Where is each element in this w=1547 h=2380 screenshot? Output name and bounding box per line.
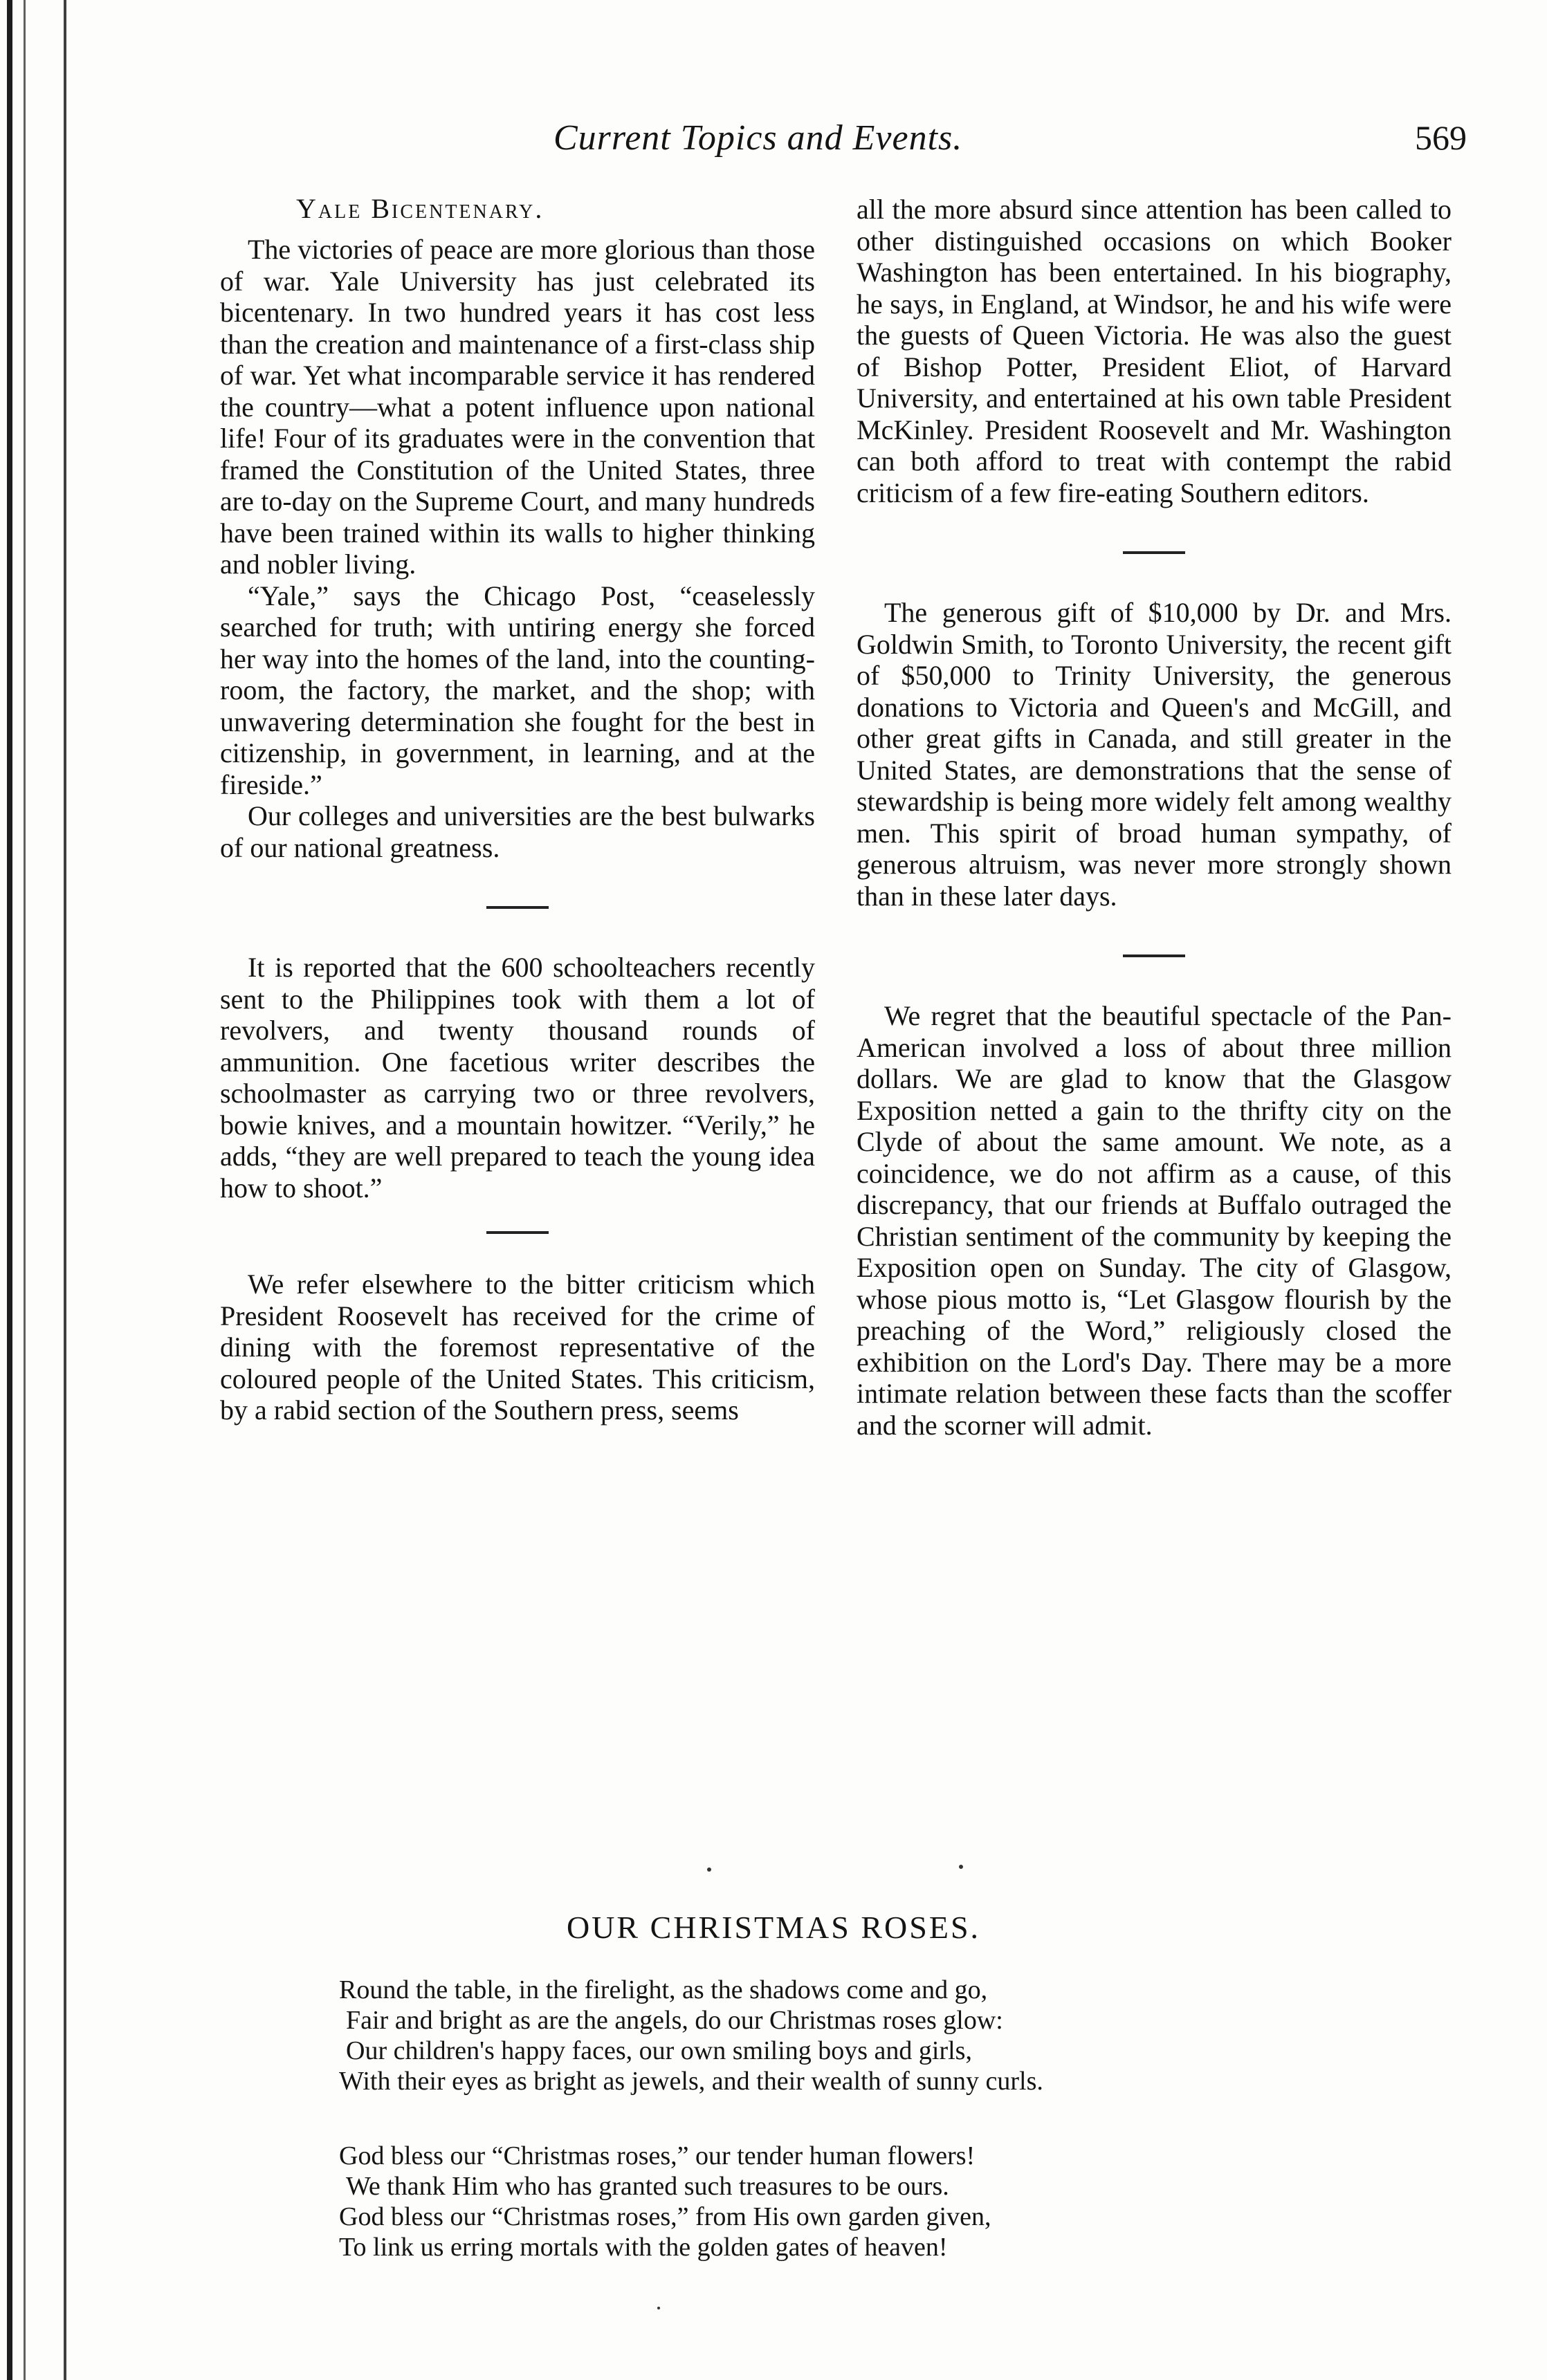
poem-line: Round the table, in the firelight, as the shadows come and go, xyxy=(339,1975,988,2004)
paragraph-washington: all the more absurd since attention has been called to other distinguished occasions on which Booker Washington has been entertained. In his biography, he says, in England, at Windsor, he and his wife were the guests of Queen Victoria. He was also the guest of Bishop Potter, President Eliot, of Harvard University, and entertained at his own table President McKinley. President Roosevelt and Mr. Washington can both afford to treat with contempt the rabid criticism of a few fire-eating Southern editors. xyxy=(857,194,1452,508)
poem-line: We thank Him who has granted such treasures to be ours. xyxy=(346,2172,949,2201)
poem-line: God bless our “Christmas roses,” our tender human flowers! xyxy=(339,2141,976,2170)
paragraph-philippines: It is reported that the 600 schoolteachers recently sent to the Philippines took with them a lot of revolvers, and twenty thousand rounds of ammunition. One facetious writer describes the schoolmaster as carrying two or three revolvers, bowie knives, and a mountain howitzer. “Verily,” he adds, “they are well prepared to teach the young idea how to shoot.” xyxy=(220,952,815,1203)
page-binding-line xyxy=(64,0,66,2380)
section-divider xyxy=(1123,551,1185,554)
paragraph-roosevelt: We refer elsewhere to the bitter criticism which President Roosevelt has received for the crime of dining with the foremost representative of the coloured people of the United States. This criticism, by a rabid section of the Southern press, seems xyxy=(220,1269,815,1426)
poem-stanza-2 xyxy=(339,2141,1446,2262)
poem-stanza-1 xyxy=(339,1975,1446,2096)
right-column xyxy=(857,194,1452,1441)
left-column xyxy=(220,194,815,1426)
paragraph-expositions: We regret that the beautiful spectacle of the Pan-American involved a loss of about three million dollars. We are glad to know that the Glasgow Exposition netted a gain to the thrifty city on the Clyde of about the same amount. We note, as a coincidence, we do not affirm as a cause, of this discrepancy, that our friends at Buffalo outraged the Christian sentiment of the community by keeping the Exposition open on Sunday. The city of Glasgow, whose pious motto is, “Let Glasgow flourish by the preaching of the Word,” religiously closed the exhibition on the Lord's Day. There may be a more intimate relation between these facts than the scoffer and the scorner will admit. xyxy=(857,1000,1452,1441)
paragraph-yale-quote: “Yale,” says the Chicago Post, “ceaselessly searched for truth; with untiring energy she forced her way into the homes of the land, into the counting-room, the factory, the market, and the shop; with unwavering determination she fought for the best in citizenship, in government, in learning, and at the fireside.” xyxy=(220,580,815,800)
poem-line: With their eyes as bright as jewels, and their wealth of sunny curls. xyxy=(339,2067,1043,2096)
running-title: Current Topics and Events. xyxy=(553,118,963,158)
ornament-dot xyxy=(707,1867,711,1872)
section-divider xyxy=(486,1231,549,1234)
section-heading-yale: Yale Bicentenary. xyxy=(296,193,544,224)
section-divider xyxy=(486,906,549,909)
page-number: 569 xyxy=(1415,118,1467,157)
paragraph-yale-intro: The victories of peace are more glorious than those of war. Yale University has just celebrated its bicentenary. In two hundred years it has cost less than the creation and maintenance of a first-class ship of war. Yet what incomparable service it has rendered the country—what a potent influence upon national life! Four of its graduates were in the convention that framed the Constitution of the United States, three are to-day on the Supreme Court, and many hundreds have been trained within its walls to higher thinking and nobler living. xyxy=(220,234,815,580)
poem-line: To link us erring mortals with the golden gates of heaven! xyxy=(339,2233,948,2262)
paragraph-yale-conclusion: Our colleges and universities are the best bulwarks of our national greatness. xyxy=(220,800,815,863)
paragraph-donations: The generous gift of $10,000 by Dr. and Mrs. Goldwin Smith, to Toronto University, the recent gift of $50,000 to Trinity University, the generous donations to Victoria and Queen's and McGill, and other great gifts in Canada, and still greater in the United States, are demonstrations that the sense of stewardship is being more widely felt among wealthy men. This spirit of broad human sympathy, of generous altruism, was never more strongly shown than in these later days. xyxy=(857,597,1452,912)
ornament-dot xyxy=(657,2307,660,2309)
poem-line: Fair and bright as are the angels, do our Christmas roses glow: xyxy=(346,2006,1003,2035)
poem-line: Our children's happy faces, our own smiling boys and girls, xyxy=(346,2036,972,2065)
page-binding-shadow xyxy=(24,0,26,2380)
section-divider xyxy=(1123,954,1185,957)
poem-line: God bless our “Christmas roses,” from His own garden given, xyxy=(339,2202,991,2231)
ornament-dot xyxy=(959,1865,963,1869)
page-binding-edge xyxy=(7,0,12,2380)
poem-title: OUR CHRISTMAS ROSES. xyxy=(566,1910,981,1945)
